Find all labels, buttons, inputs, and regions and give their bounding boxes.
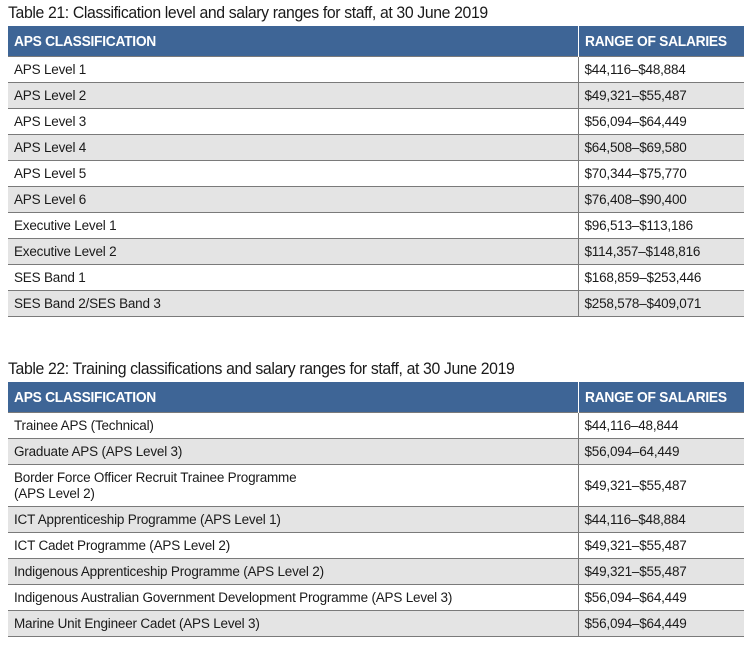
salary-range-cell [578,213,744,239]
classification-text: APS Level 5 [14,166,87,181]
salary-range-cell [578,161,744,187]
classification-cell [8,135,578,161]
salary-range-text: $56,094–$64,449 [584,114,687,129]
salary-range-cell [578,187,744,213]
table-row [8,135,744,161]
table-row [8,239,744,265]
classification-cell [8,533,578,559]
classification-cell [8,507,578,533]
classification-text: Indigenous Apprenticeship Programme (APS Level 2) [14,564,324,579]
classification-text: SES Band 1 [14,270,86,285]
salary-range-text: $56,094–$64,449 [584,616,687,631]
salary-range-cell [578,109,744,135]
classification-cell [8,161,578,187]
table-header-row [8,26,744,57]
classification-cell [8,83,578,109]
classification-text: SES Band 2/SES Band 3 [14,296,161,311]
salary-range-text: $76,408–$90,400 [584,192,687,207]
classification-text: APS Level 3 [14,114,87,129]
classification-cell [8,265,578,291]
salary-range-text: $96,513–$113,186 [584,218,693,233]
salary-range-cell [578,585,744,611]
classification-text: Trainee APS (Technical) [14,418,154,433]
table-row [8,83,744,109]
column-header-salary-range: RANGE OF SALARIES [578,382,744,413]
salary-range-text: $168,859–$253,446 [584,270,702,285]
table-header-row [8,382,744,413]
classification-text: Border Force Officer Recruit Trainee Programme (APS Level 2) [14,469,297,501]
table-row [8,161,744,187]
column-header-salary-range: RANGE OF SALARIES [578,26,744,57]
classification-cell [8,187,578,213]
classification-cell [8,559,578,585]
column-header-classification: APS CLASSIFICATION [8,382,578,413]
table-row [8,611,744,637]
salary-range-cell [578,439,744,465]
table-row [8,533,744,559]
classification-text: Graduate APS (APS Level 3) [14,444,183,459]
classification-cell [8,439,578,465]
classification-cell [8,465,578,507]
salary-range-cell [578,533,744,559]
salary-range-cell [578,291,744,317]
table-row [8,187,744,213]
classification-text: APS Level 4 [14,140,87,155]
salary-range-text: $49,321–$55,487 [584,564,687,579]
salary-range-text: $56,094–64,449 [584,444,680,459]
table-row [8,57,744,83]
classification-text: APS Level 2 [14,88,87,103]
salary-range-cell [578,465,744,507]
column-header-classification: APS CLASSIFICATION [8,26,578,57]
table-21 [8,26,744,317]
table-row [8,585,744,611]
classification-cell [8,109,578,135]
salary-range-text: $70,344–$75,770 [584,166,687,181]
classification-text: Marine Unit Engineer Cadet (APS Level 3) [14,616,260,631]
salary-range-text: $56,094–$64,449 [584,590,687,605]
classification-cell [8,611,578,637]
table-row [8,265,744,291]
salary-range-text: $44,116–48,844 [584,418,679,433]
salary-range-text: $114,357–$148,816 [584,244,701,259]
classification-cell [8,239,578,265]
salary-range-cell [578,135,744,161]
classification-cell [8,213,578,239]
salary-range-text: $49,321–$55,487 [584,538,687,553]
table-row [8,413,744,439]
salary-range-text: $64,508–$69,580 [584,140,687,155]
salary-range-cell [578,239,744,265]
salary-range-cell [578,611,744,637]
table-21-title: Table 21: Classification level and salary ranges for staff, at 30 June 2019 [8,3,488,22]
classification-cell [8,585,578,611]
salary-range-cell [578,265,744,291]
salary-range-text: $49,321–$55,487 [584,88,687,103]
table-22-body [8,413,744,637]
classification-cell [8,413,578,439]
classification-text: ICT Cadet Programme (APS Level 2) [14,538,230,553]
classification-text: Indigenous Australian Government Development Programme (APS Level 3) [14,590,453,605]
table-22-block [8,356,744,637]
table-22-title: Table 22: Training classifications and salary ranges for staff, at 30 June 2019 [8,359,515,378]
table-22 [8,382,744,637]
salary-range-cell [578,413,744,439]
table-row [8,465,744,507]
salary-range-cell [578,57,744,83]
salary-range-text: $44,116–$48,884 [584,512,686,527]
table-row [8,109,744,135]
classification-text: Executive Level 1 [14,218,117,233]
classification-text: Executive Level 2 [14,244,117,259]
classification-text: APS Level 6 [14,192,87,207]
table-row [8,559,744,585]
table-21-body [8,57,744,317]
table-row [8,507,744,533]
table-21-block [8,0,744,317]
classification-text: APS Level 1 [14,62,87,77]
salary-range-cell [578,83,744,109]
salary-range-text: $49,321–$55,487 [584,477,687,493]
salary-range-text: $44,116–$48,884 [584,62,686,77]
salary-range-cell [578,507,744,533]
table-row [8,213,744,239]
salary-range-cell [578,559,744,585]
table-row [8,291,744,317]
salary-range-text: $258,578–$409,071 [584,296,702,311]
classification-cell [8,57,578,83]
table-row [8,439,744,465]
classification-text: ICT Apprenticeship Programme (APS Level 1) [14,512,281,527]
classification-cell [8,291,578,317]
